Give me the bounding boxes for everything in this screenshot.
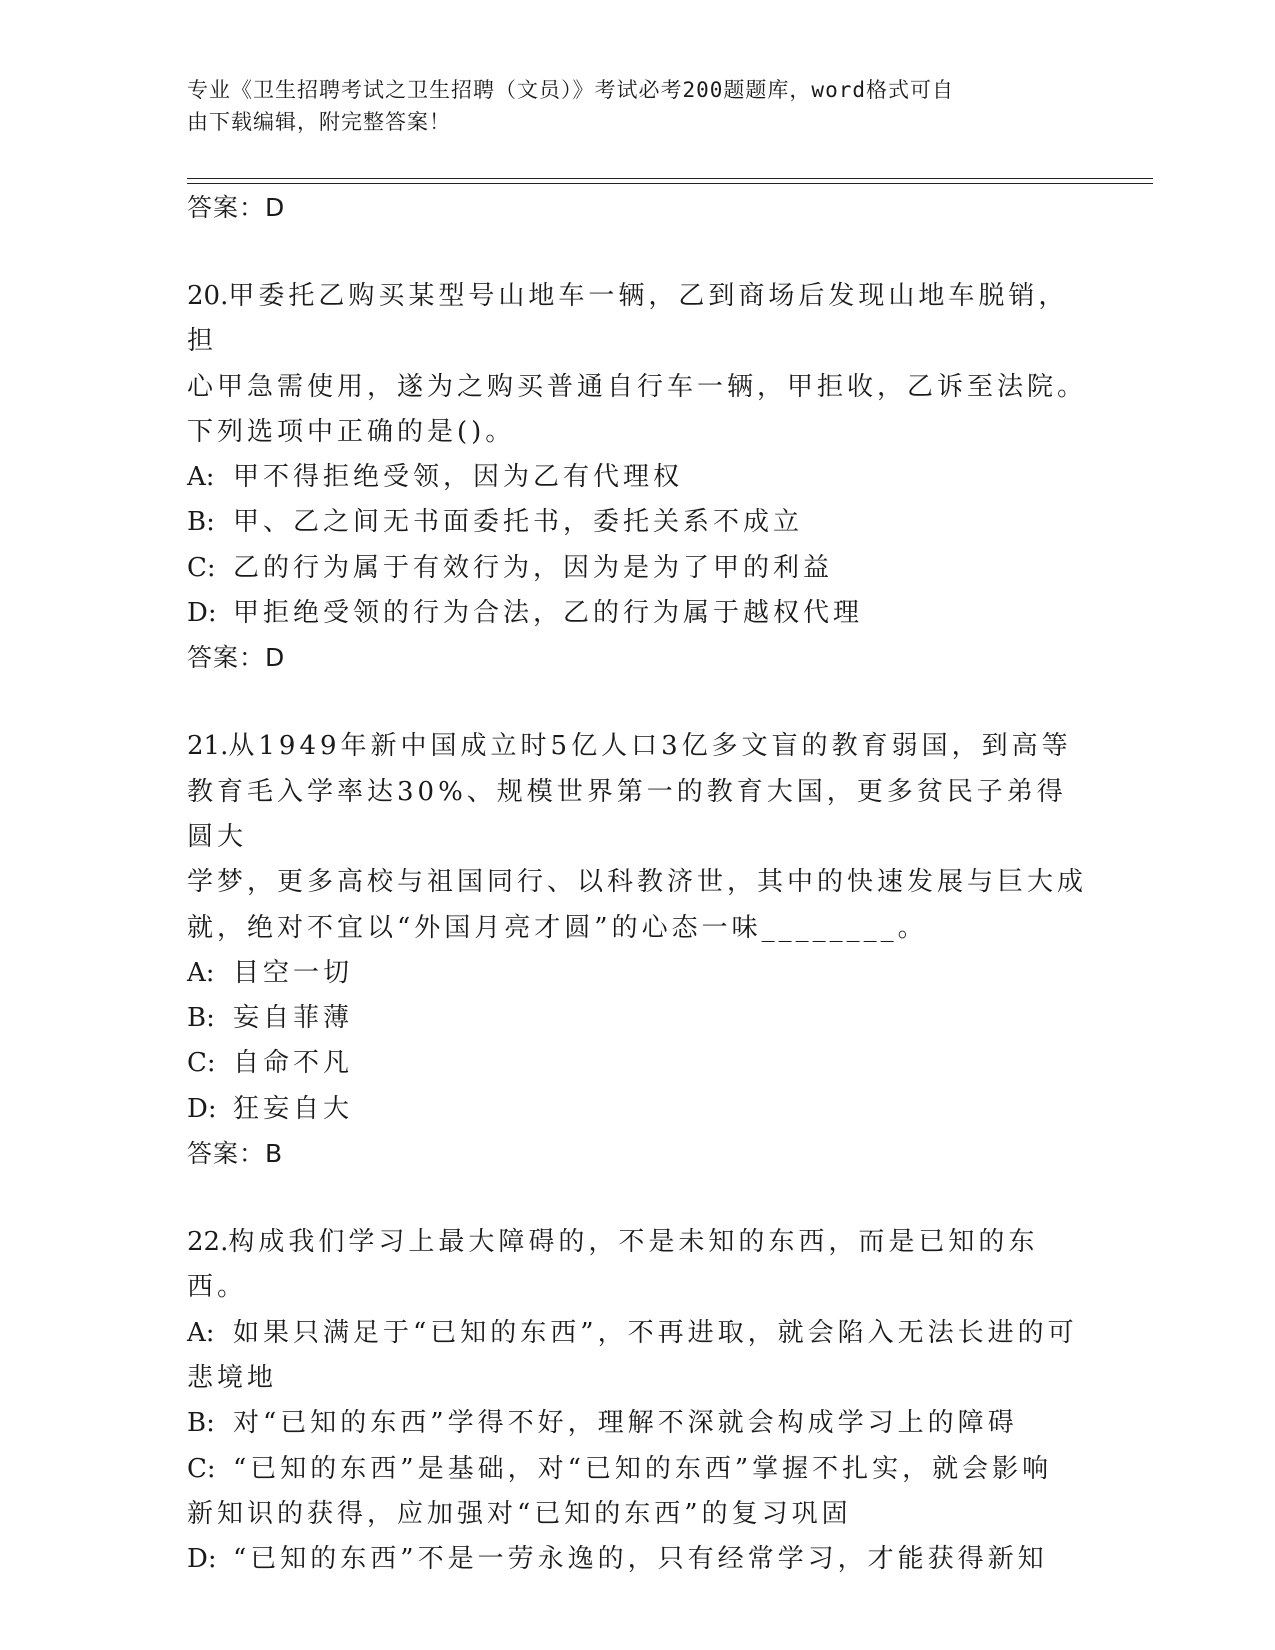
option-label: C: [187,1048,216,1079]
previous-answer: 答案：D [187,193,286,222]
document-header [187,74,1067,138]
option-d [187,1087,1087,1132]
header-divider-bottom [187,183,1153,184]
option-text: 狂妄自大 [233,1093,354,1124]
question-line: 从1949年新中国成立时5亿人口3亿多文盲的教育弱国，到高等 [228,731,1072,762]
option-a [187,951,1087,996]
option-c-continued: 新知识的获得，应加强对“已知的东西”的复习巩固 [187,1498,852,1529]
question-text [187,724,1087,769]
question-line: 心甲急需使用，遂为之购买普通自行车一辆，甲拒收，乙诉至法院。 [187,371,1088,402]
question-line: 教育毛入学率达30%、规模世界第一的教育大国，更多贫民子弟得圆大 [187,776,1067,852]
option-label: D: [187,598,217,629]
option-text: 对“已知的东西”学得不好，理解不深就会构成学习上的障碍 [233,1408,1018,1439]
header-line-2: 由下载编辑，附完整答案！ [187,110,451,134]
option-label: D: [187,1093,217,1124]
option-label: A: [187,1317,215,1348]
question-21 [187,724,1087,1176]
option-label: C: [187,1453,216,1484]
option-a [187,1311,1087,1356]
option-text: 自命不凡 [233,1048,354,1079]
option-text: 甲拒绝受领的行为合法，乙的行为属于越权代理 [233,598,864,629]
option-a [187,455,1087,500]
header-divider-top [187,178,1153,179]
option-text: 目空一切 [233,957,354,988]
option-b [187,500,1087,545]
option-c [187,1447,1087,1492]
option-label: A: [187,957,215,988]
question-number: 22. [187,1227,229,1258]
option-text: 如果只满足于“已知的东西”，不再进取，就会陷入无法长进的可 [233,1317,1078,1348]
option-text: 甲、乙之间无书面委托书，委托关系不成立 [233,507,804,538]
question-20 [187,274,1087,680]
question-22 [187,1220,1087,1582]
question-line: 下列选项中正确的是()。 [187,416,516,447]
option-label: B: [187,1408,215,1439]
question-line: 构成我们学习上最大障碍的，不是未知的东西，而是已知的东西。 [187,1227,1039,1303]
document-body [187,186,1087,1582]
option-d [187,591,1087,636]
option-text: “已知的东西”不是一劳永逸的，只有经常学习，才能获得新知 [233,1544,1048,1575]
question-text [187,1220,1087,1311]
option-text: 乙的行为属于有效行为，因为是为了甲的利益 [233,552,834,583]
option-d [187,1537,1087,1582]
option-label: A: [187,462,215,493]
answer-line: 答案：B [187,1139,284,1169]
question-line: 就，绝对不宜以“外国月亮才圆”的心态一味________。 [187,912,928,943]
option-label: B: [187,1003,215,1034]
option-text: 妄自菲薄 [233,1003,354,1034]
option-b [187,996,1087,1041]
option-text: 甲不得拒绝受领，因为乙有代理权 [233,462,684,493]
header-line-1: 专业《卫生招聘考试之卫生招聘（文员）》考试必考200题题库，word格式可自 [187,78,954,102]
option-b [187,1401,1087,1446]
question-line: 甲委托乙购买某型号山地车一辆，乙到商场后发现山地车脱销，担 [187,281,1069,357]
option-label: C: [187,552,216,583]
option-text: “已知的东西”是基础，对“已知的东西”掌握不扎实，就会影响 [233,1453,1053,1484]
option-label: D: [187,1544,217,1575]
option-label: B: [187,507,215,538]
question-number: 21. [187,731,229,762]
question-line: 学梦，更多高校与祖国同行、以科教济世，其中的快速发展与巨大成 [187,867,1088,898]
option-a-continued: 悲境地 [187,1362,278,1393]
option-c [187,546,1087,591]
option-c [187,1041,1087,1086]
question-number: 20. [187,281,229,311]
question-text [187,274,1087,365]
answer-line: 答案：D [187,643,286,673]
